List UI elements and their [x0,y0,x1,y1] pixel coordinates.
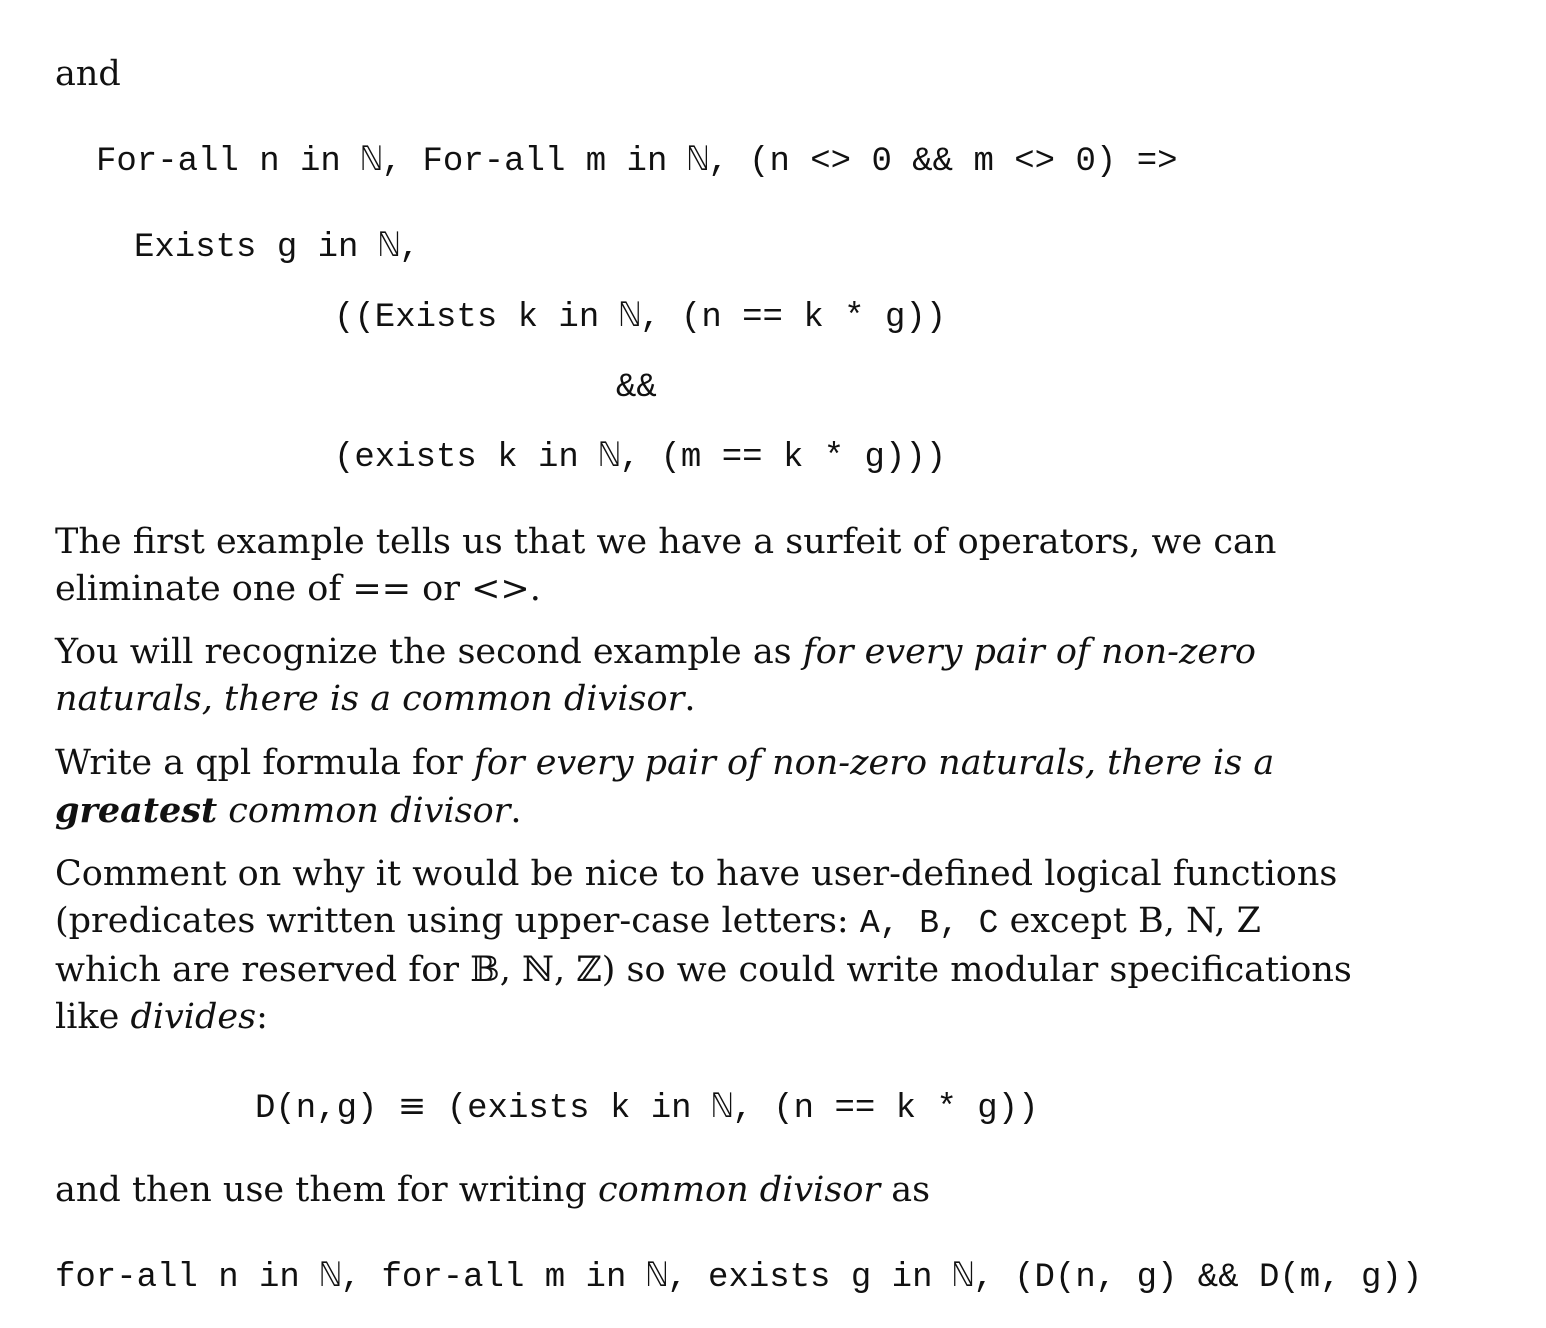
paragraph-text: : [256,997,268,1037]
paragraph-line: eliminate one of == or <>. [55,569,541,609]
formula-line-5: (exists k in ℕ, (m == k * g))) [334,439,947,477]
formula-rhs: (exists k in ℕ, (n == k * g)) [446,1090,1039,1128]
intro-word: and [55,54,121,94]
paragraph-text: and then use them for writing [55,1170,598,1210]
formula-line-1: For-all n in ℕ, For-all m in ℕ, (n <> 0 && m <> 0) => [96,143,1178,181]
emphasis-text: common divisor [217,791,511,831]
paragraph-text: (predicates written using upper-case letters: [55,901,860,941]
emphasis-text: divides [130,997,257,1037]
paragraph-operators [55,519,1277,613]
paragraph-use-them [55,1166,930,1214]
paragraph-common-divisor [55,629,1256,723]
paragraph-line [55,676,1220,723]
paragraph-line: which are reserved for 𝔹, ℕ, ℤ) so we could write modular specifications [55,950,1352,990]
formula-line-4: && [616,369,657,407]
emphasis-text: naturals, there is a common divisor [55,679,685,719]
formula-line-2: Exists g in ℕ, [134,229,420,267]
divides-definition-formula [255,1086,1039,1129]
paragraph-text: like [55,997,131,1037]
paragraph-line [55,787,1220,835]
paragraph-user-defined-functions [55,851,1352,1041]
formula-lhs: D(n,g) [255,1090,378,1128]
emphasis-text: for every pair of non-zero naturals, there is a [473,743,1275,783]
paragraph-text: except B, N, Z [998,901,1261,941]
paragraph-text: Write a qpl formula for [55,743,474,783]
final-formula: for-all n in ℕ, for-all m in ℕ, exists g in ℕ, (D(n, g) && D(m, g)) [55,1259,1423,1297]
equivalence-symbol: ≡ [397,1086,427,1126]
bold-emphasis-text: greatest [55,790,218,831]
paragraph-greatest-common-divisor [55,740,1275,835]
inline-code: A, B, C [859,905,999,942]
paragraph-line [55,740,1275,787]
paragraph-text: . [510,791,522,831]
formula-line-3: ((Exists k in ℕ, (n == k * g)) [334,299,947,337]
paragraph-text: as [880,1170,931,1210]
paragraph-line [55,898,1261,947]
emphasis-text: common divisor [598,1170,881,1210]
paragraph-line [55,629,1256,676]
paragraph-text: You will recognize the second example as [55,632,803,672]
paragraph-line: Comment on why it would be nice to have user-defined logical functions [55,854,1338,894]
emphasis-text: for every pair of non-zero [802,632,1256,672]
paragraph-text: . [684,679,696,719]
paragraph-line: The first example tells us that we have a surfeit of operators, we can [55,522,1277,562]
paragraph-line [55,994,1220,1041]
